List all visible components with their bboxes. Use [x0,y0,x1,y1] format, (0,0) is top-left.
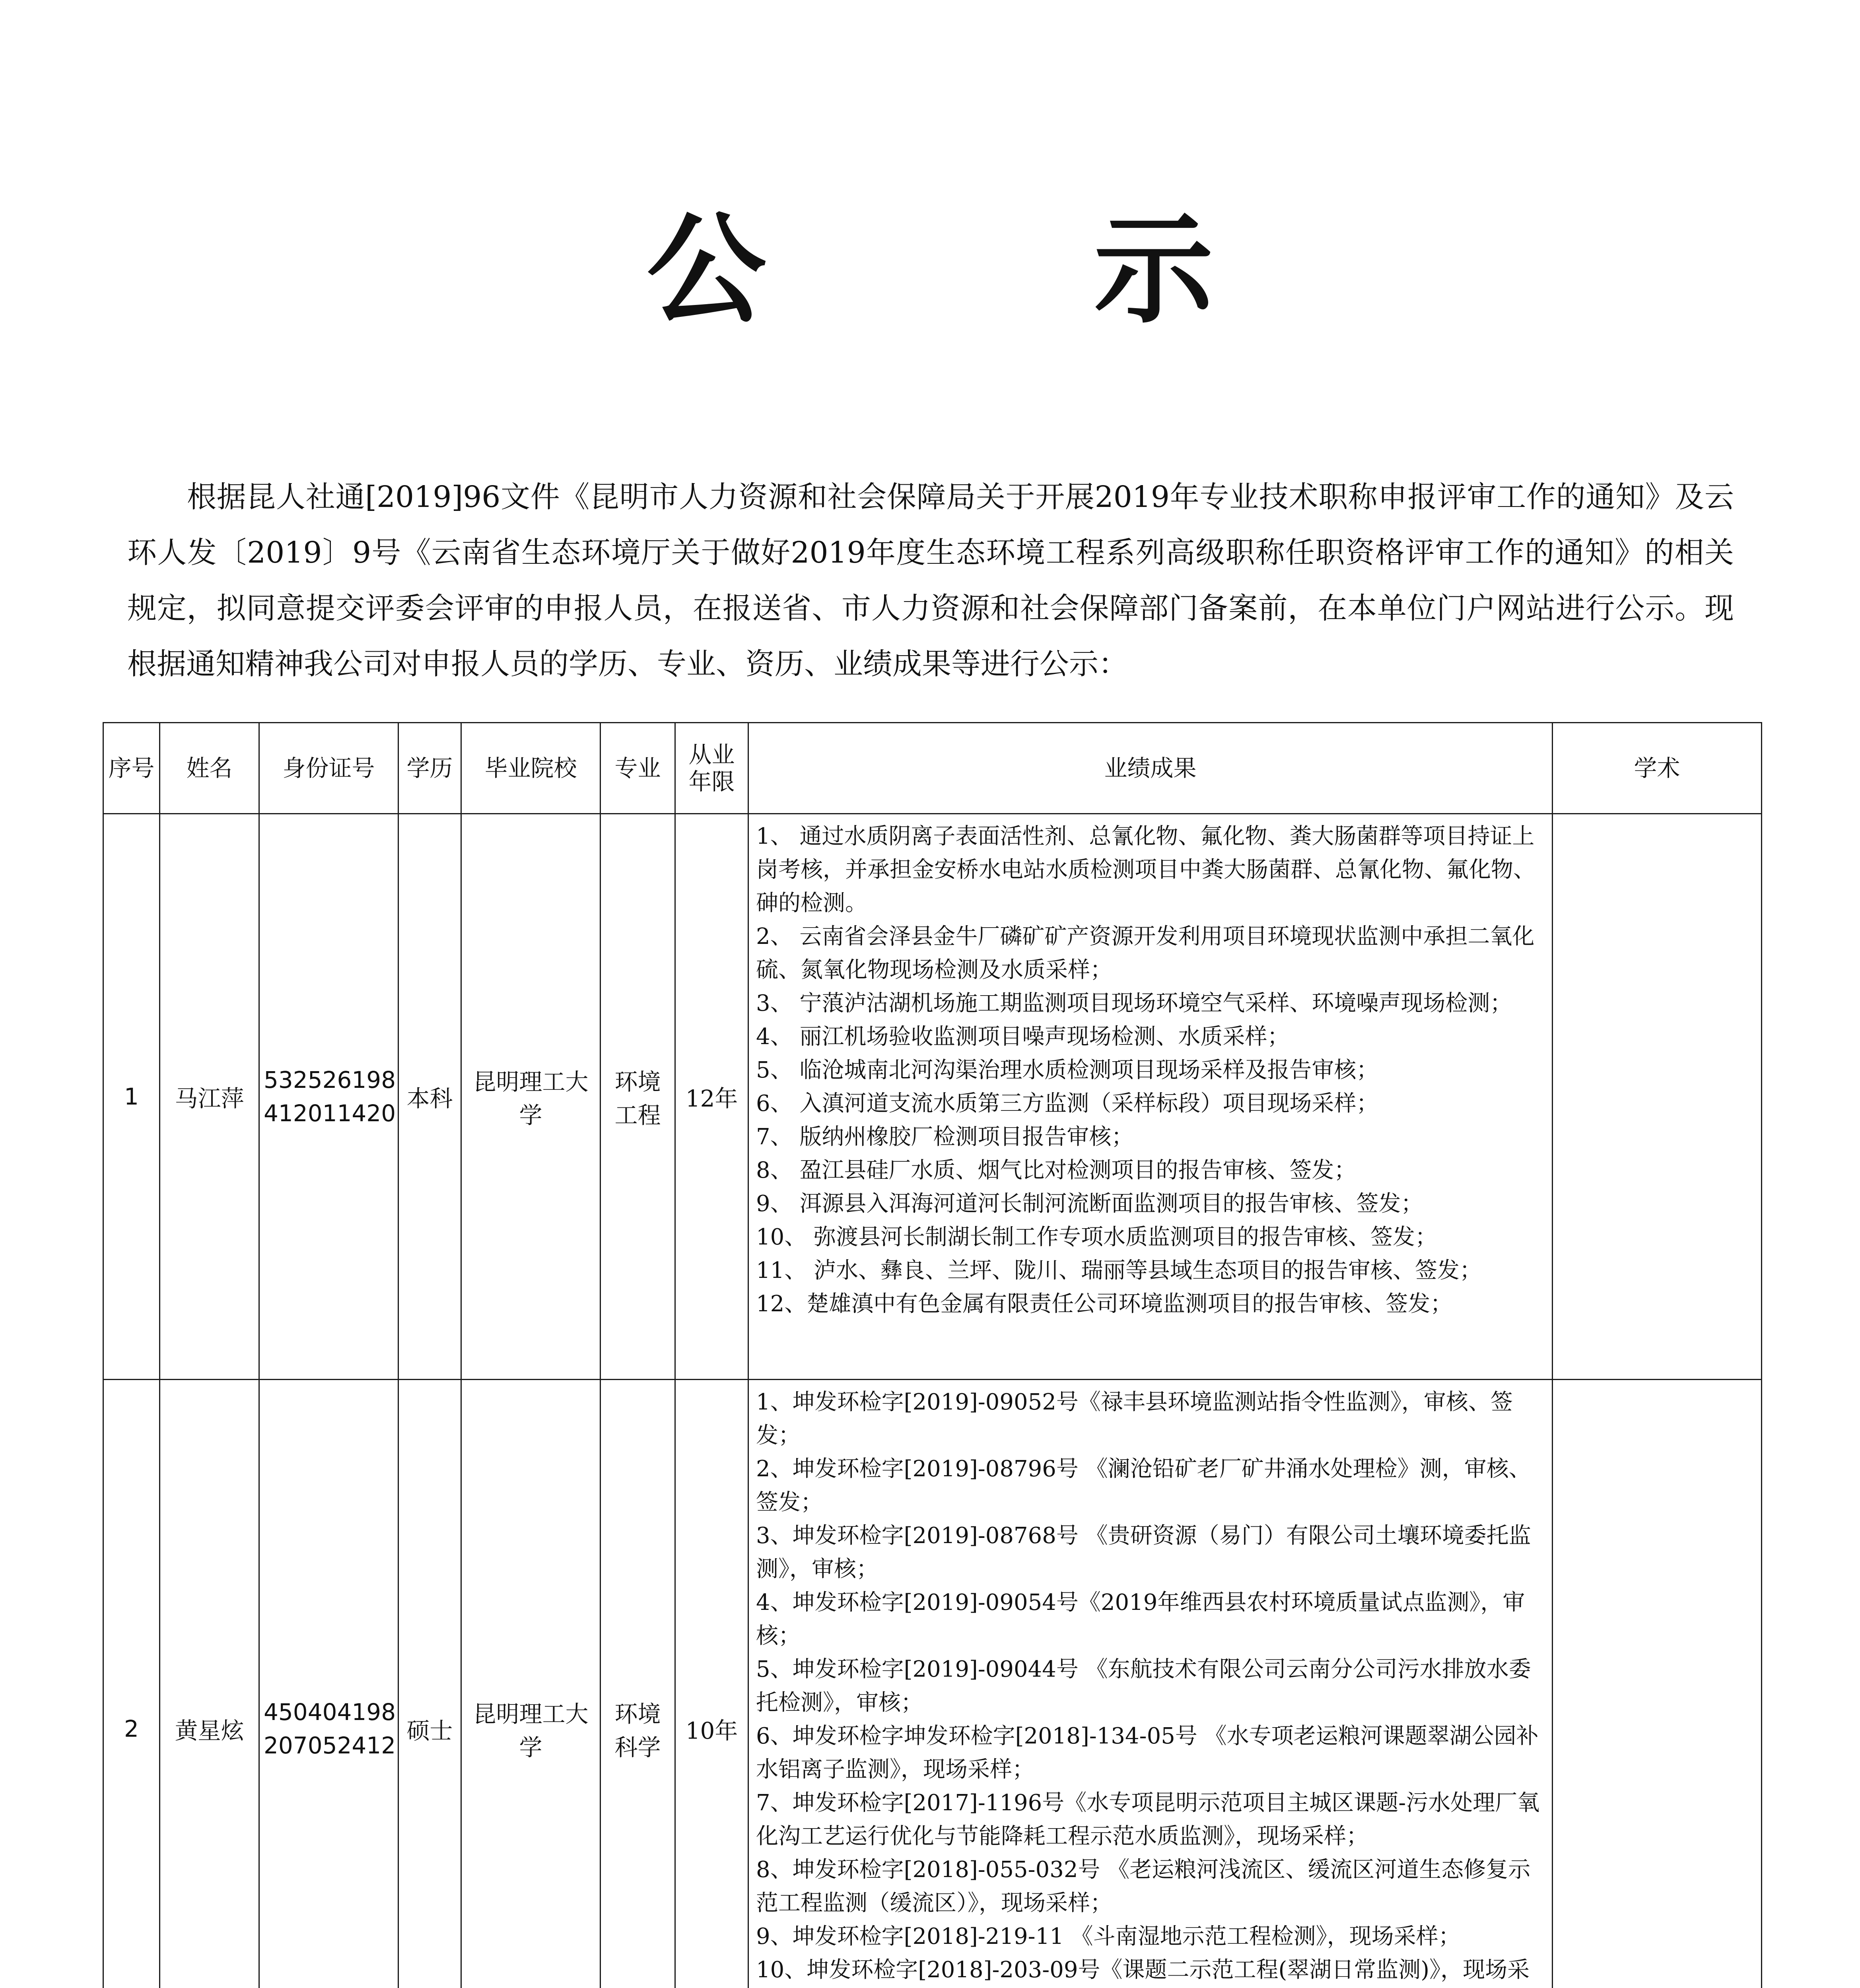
achievement-item: 5、 临沧城南北河沟渠治理水质检测项目现场采样及报告审核； [756,1057,1379,1083]
achievement-item: 10、坤发环检字[2018]-203-09号《课题二示范工程(翠湖日常监测)》，现场采 [756,1957,1530,1983]
table-header-row [103,723,1762,814]
achievement-item: 5、坤发环检字[2019]-09044号 《东航技术有限公司云南分公司污水排放水委托检测》，审核； [756,1656,1531,1716]
id-line-1: 532526198 [264,1066,396,1093]
achievement-item: 4、 丽江机场验收监测项目噪声现场检测、水质采样； [756,1024,1290,1050]
header-id: 身份证号 [259,723,398,814]
achievement-item: 9、坤发环检字[2018]-219-11 《斗南湿地示范工程检测》，现场采样； [756,1924,1461,1949]
cell-education: 本科 [398,814,461,1380]
cell-seq: 2 [103,1380,160,1988]
cell-major: 环境科学 [601,1380,675,1988]
header-name: 姓名 [160,723,259,814]
cell-academic [1553,814,1762,1380]
header-seq: 序号 [103,723,160,814]
achievement-item: 3、 宁蒗泸沽湖机场施工期监测项目现场环境空气采样、环境噪声现场检测； [756,990,1512,1016]
cell-id [259,814,398,1380]
achievement-item: 6、 入滇河道支流水质第三方监测（采样标段）项目现场采样； [756,1091,1379,1116]
header-school: 毕业院校 [461,723,601,814]
achievement-item: 4、坤发环检字[2019]-09054号《2019年维西县农村环境质量试点监测》，审核； [756,1590,1525,1649]
header-years: 从业年限 [675,723,748,814]
achievement-item: 7、坤发环检字[2017]-1196号《水专项昆明示范项目主城区课题-污水处理厂氧化沟工艺运行优化与节能降耗工程示范水质监测》，现场采样； [756,1790,1540,1849]
cell-education: 硕士 [398,1380,461,1988]
header-major: 专业 [601,723,675,814]
cell-academic [1553,1380,1762,1988]
header-education: 学历 [398,723,461,814]
achievement-item: 12、楚雄滇中有色金属有限责任公司环境监测项目的报告审核、签发； [756,1291,1453,1317]
cell-achievements [748,1380,1553,1988]
achievement-item: 6、坤发环检字坤发环检字[2018]-134-05号 《水专项老运粮河课题翠湖公园补水铝离子监测》，现场采样； [756,1723,1539,1782]
header-achievements: 业绩成果 [748,723,1553,814]
achievement-item: 9、 洱源县入洱海河道河长制河流断面监测项目的报告审核、签发； [756,1191,1423,1217]
id-line-2: 207052412 [264,1732,396,1759]
cell-seq: 1 [103,814,160,1380]
achievement-item: 8、坤发环检字[2018]-055-032号 《老运粮河浅流区、缓流区河道生态修复示范工程监测（缓流区）》，现场采样； [756,1857,1531,1916]
cell-school: 昆明理工大学 [461,1380,601,1988]
id-line-2: 412011420 [264,1100,396,1127]
achievement-item: 11、 泸水、彝良、兰坪、陇川、瑞丽等县域生态项目的报告审核、签发； [756,1258,1482,1283]
table-row [103,1380,1762,1988]
achievement-item: 2、坤发环检字[2019]-08796号 《澜沧铅矿老厂矿井涌水处理检》测，审核、签发； [756,1456,1531,1515]
achievement-item: 3、坤发环检字[2019]-08768号 《贵研资源（易门）有限公司土壤环境委托监测》，审核； [756,1523,1531,1582]
cell-years: 12年 [675,814,748,1380]
cell-school: 昆明理工大学 [461,814,601,1380]
cell-id [259,1380,398,1988]
cell-achievements [748,814,1553,1380]
header-academic: 学术 [1553,723,1762,814]
cell-name: 马江萍 [160,814,259,1380]
intro-paragraph: 根据昆人社通[2019]96文件《昆明市人力资源和社会保障局关于开展2019年专业技术职称申报评审工作的通知》及云环人发〔2019〕9号《云南省生态环境厅关于做好2019年度生态环境工程系列高级职称任职资格评审工作的通知》的相关规定，拟同意提交评委会评审的申报人员，在报送省、市人力资源和社会保障部门备案前，在本单位门户网站进行公示。现根据通知精神我公司对申报人员的学历、专业、资历、业绩成果等进行公示： [127,480,1734,681]
achievement-item: 2、 云南省会泽县金牛厂磷矿矿产资源开发利用项目环境现状监测中承担二氧化硫、氮氧化物现场检测及水质采样； [756,924,1535,983]
achievement-item: 10、 弥渡县河长制湖长制工作专项水质监测项目的报告审核、签发； [756,1224,1438,1250]
applicants-table [103,722,1762,1988]
achievement-item: 8、 盈江县硅厂水质、烟气比对检测项目的报告审核、签发； [756,1157,1357,1183]
achievement-item: 1、坤发环检字[2019]-09052号《禄丰县环境监测站指令性监测》，审核、签发； [756,1389,1513,1448]
achievement-item: 7、 版纳州橡胶厂检测项目报告审核； [756,1124,1134,1150]
id-line-1: 450404198 [264,1699,396,1726]
cell-years: 10年 [675,1380,748,1988]
page-title: 公 示 [647,201,1357,340]
cell-major: 环境工程 [601,814,675,1380]
achievement-item: 1、 通过水质阴离子表面活性剂、总氰化物、氟化物、粪大肠菌群等项目持证上岗考核，并承担金安桥水电站水质检测项目中粪大肠菌群、总氰化物、氟化物、砷的检测。 [756,823,1535,916]
table-row [103,814,1762,1380]
cell-name: 黄星炫 [160,1380,259,1988]
